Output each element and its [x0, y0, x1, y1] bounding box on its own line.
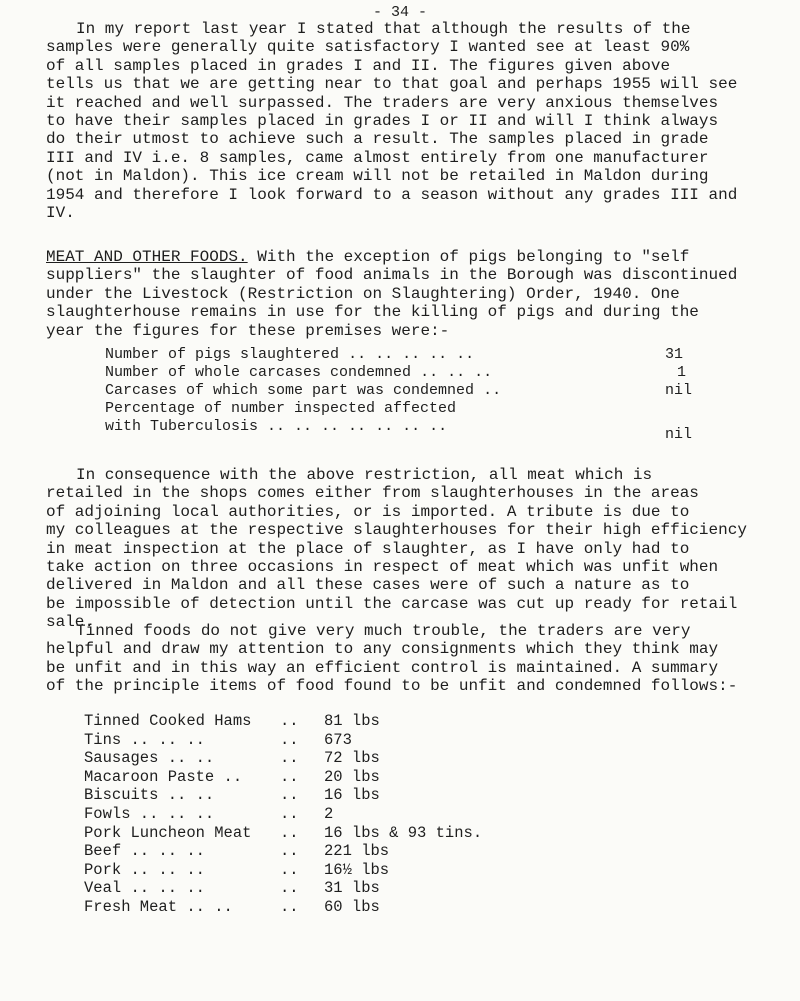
- list-item: [84, 879, 644, 898]
- text-line: do their utmost to achieve such a result. The samples placed in grade: [46, 130, 709, 149]
- list-item: [84, 842, 644, 861]
- text-line: it reached and well surpassed. The traders are very anxious themselves: [46, 93, 719, 112]
- condemned-items-list: [84, 712, 644, 917]
- item-dots: ..: [280, 879, 299, 898]
- text-line: suppliers" the slaughter of food animals in the Borough was discontinued: [46, 266, 738, 285]
- stat-dots: .. .. .. .. .. .. ..: [267, 418, 448, 435]
- text-line: under the Livestock (Restriction on Slaughtering) Order, 1940. One: [46, 284, 680, 303]
- text-line: year the figures for these premises were:-: [46, 321, 450, 340]
- text-line: IV.: [46, 204, 75, 223]
- text-line: my colleagues at the respective slaughterhouses for their high efficiency: [46, 521, 747, 540]
- item-dots: ..: [280, 842, 299, 861]
- text-line: take action on three occasions in respect of meat which was unfit when: [46, 558, 719, 577]
- list-item: [84, 805, 644, 824]
- item-name: Veal .. .. ..: [84, 879, 205, 898]
- text-line: (not in Maldon). This ice cream will not be retailed in Maldon during: [46, 167, 709, 186]
- text-line: Tinned foods do not give very much trouble, the traders are very: [76, 622, 691, 640]
- text-line: of adjoining local authorities, or is imported. A tribute is due to: [46, 502, 690, 521]
- item-quantity: 31 lbs: [324, 879, 380, 898]
- item-quantity: 20 lbs: [324, 767, 380, 786]
- text-line: 1954 and therefore I look forward to a season without any grades III and: [46, 185, 738, 204]
- item-name: Fowls .. .. ..: [84, 804, 215, 823]
- item-quantity: 16 lbs & 93 tins.: [324, 823, 483, 842]
- text-line: III and IV i.e. 8 samples, came almost entirely from one manufacturer: [46, 148, 709, 167]
- list-item: [84, 749, 644, 768]
- restriction-paragraph: [46, 466, 796, 632]
- item-name: Fresh Meat .. ..: [84, 897, 233, 916]
- item-quantity: 221 lbs: [324, 842, 390, 861]
- list-item: [84, 731, 644, 750]
- stat-value: [665, 400, 705, 418]
- item-dots: ..: [280, 712, 299, 730]
- stat-label: Number of pigs slaughtered: [105, 346, 340, 363]
- item-quantity: 16½ lbs: [324, 860, 390, 879]
- item-dots: ..: [280, 897, 299, 916]
- stat-dots: .. .. ..: [420, 364, 493, 381]
- text-line: to have their samples placed in grades I or II and will I think always: [46, 112, 719, 131]
- stat-value: 1: [677, 364, 687, 381]
- pig-statistics: [105, 346, 705, 444]
- stat-row: [105, 382, 705, 400]
- item-name: Macaroon Paste ..: [84, 767, 243, 786]
- page-number: - 34 -: [372, 4, 427, 21]
- item-name: Sausages .. ..: [84, 749, 215, 768]
- item-dots: ..: [280, 786, 299, 805]
- item-quantity: 16 lbs: [324, 786, 380, 805]
- item-dots: ..: [280, 823, 299, 842]
- meat-first-line: [46, 248, 796, 266]
- text-line: in meat inspection at the place of slaughter, as I have only had to: [46, 539, 690, 558]
- stat-label: with Tuberculosis: [105, 418, 259, 435]
- item-name: Tins .. .. ..: [84, 730, 205, 749]
- stat-row: [105, 364, 705, 382]
- text-line: sale.: [46, 613, 95, 632]
- meat-paragraph: [46, 248, 796, 340]
- item-quantity: 673: [324, 730, 352, 749]
- stat-value: nil: [665, 426, 693, 443]
- list-item: [84, 898, 644, 917]
- section-heading: MEAT AND OTHER FOODS.: [46, 248, 248, 266]
- text-line: slaughterhouse remains in use for the killing of pigs and during the: [46, 303, 699, 322]
- item-name: Biscuits .. ..: [84, 786, 215, 805]
- text-line: tells us that we are getting near to that goal and perhaps 1955 will see: [46, 75, 738, 94]
- stat-label: Percentage of number inspected affected: [105, 400, 457, 417]
- text-line: of the principle items of food found to be unfit and condemned follows:-: [46, 677, 738, 696]
- item-quantity: 60 lbs: [324, 897, 380, 916]
- item-dots: ..: [280, 767, 299, 786]
- stat-dots: ..: [483, 382, 502, 399]
- item-dots: ..: [280, 804, 299, 823]
- stat-label: Carcases of which some part was condemned: [105, 382, 475, 399]
- item-name: Pork .. .. ..: [84, 860, 205, 879]
- item-quantity: 72 lbs: [324, 749, 380, 768]
- stat-row: [105, 400, 705, 418]
- list-item: [84, 824, 644, 843]
- stat-value: nil: [665, 382, 693, 399]
- list-item: [84, 768, 644, 787]
- stat-row: [105, 346, 705, 364]
- item-dots: ..: [280, 749, 299, 768]
- item-name: Tinned Cooked Hams: [84, 712, 252, 730]
- item-dots: ..: [280, 860, 299, 879]
- tinned-paragraph: [46, 622, 796, 696]
- text-line: of all samples placed in grades I and II. The figures given above: [46, 56, 671, 75]
- text-line: samples were generally quite satisfactory I wanted see at least 90%: [46, 38, 690, 57]
- stat-value: 31: [665, 346, 684, 363]
- list-item: [84, 861, 644, 880]
- stat-row: [105, 418, 705, 444]
- stat-label: Number of whole carcases condemned: [105, 364, 412, 381]
- list-item: [84, 712, 644, 731]
- text-line: be unfit and in this way an efficient control is maintained. A summary: [46, 658, 719, 677]
- item-dots: ..: [280, 730, 299, 749]
- text-line: retailed in the shops comes either from slaughterhouses in the areas: [46, 484, 699, 503]
- item-quantity: 81 lbs: [324, 712, 380, 730]
- list-item: [84, 786, 644, 805]
- item-quantity: 2: [324, 804, 334, 823]
- text-line: With the exception of pigs belonging to "self: [257, 248, 690, 266]
- text-line: In my report last year I stated that although the results of the: [76, 20, 691, 38]
- stat-dots: .. .. .. .. ..: [348, 346, 475, 363]
- text-line: be impossible of detection until the carcase was cut up ready for retail: [46, 594, 738, 613]
- text-line: In consequence with the above restriction, all meat which is: [76, 466, 653, 484]
- text-line: delivered in Maldon and all these cases were of such a nature as to: [46, 576, 690, 595]
- item-name: Beef .. .. ..: [84, 842, 205, 861]
- item-name: Pork Luncheon Meat: [84, 823, 252, 842]
- text-line: helpful and draw my attention to any consignments which they think may: [46, 640, 719, 659]
- intro-paragraph: [46, 20, 796, 222]
